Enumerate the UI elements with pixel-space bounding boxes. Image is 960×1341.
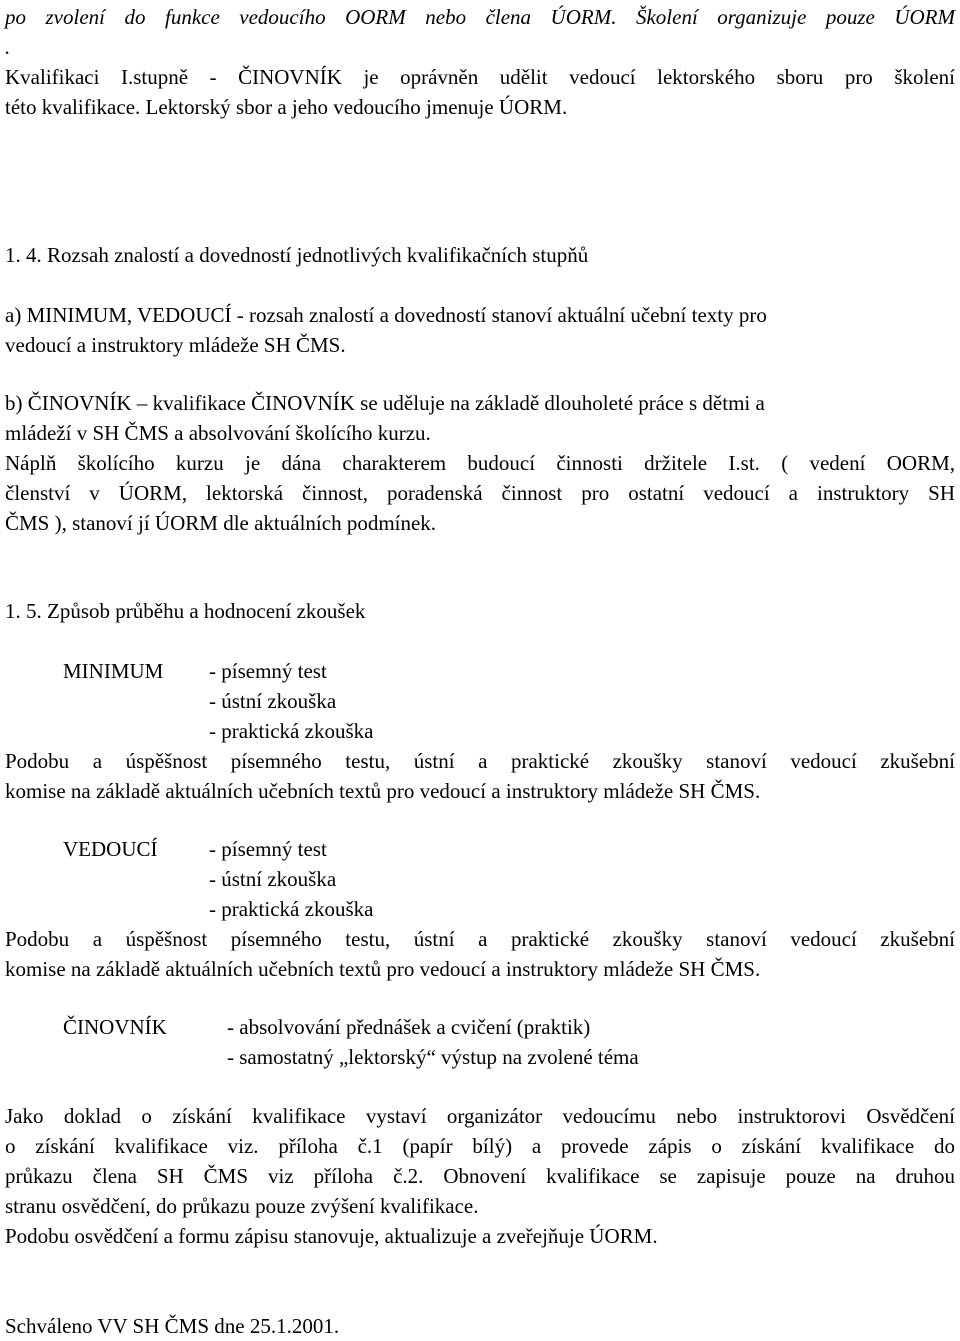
item-b-line-3: Náplň školícího kurzu je dána charakterem budoucí činnosti držitele I.st. ( vedení OORM, xyxy=(5,451,955,475)
minimum-note-line-1: Podobu a úspěšnost písemného testu, ústní a praktické zkoušky stanoví vedoucí zkušební xyxy=(5,749,955,773)
section-1-5-heading-text: 1. 5. Způsob průběhu a hodnocení zkoušek xyxy=(5,599,366,623)
vedouci-item-2: - ústní zkouška xyxy=(209,867,337,891)
section-1-4-item-a xyxy=(5,300,955,360)
vedouci-note-line-2: komise na základě aktuálních učebních textů pro vedoucí a instruktory mládeže SH ČMS. xyxy=(5,957,761,981)
approval-text: Schváleno VV SH ČMS dne 25.1.2001. xyxy=(5,1314,340,1338)
approval-footer xyxy=(5,1311,955,1341)
closing-line-3: průkazu člena SH ČMS viz příloha č.2. Obnovení kvalifikace se zapisuje pouze na druhou xyxy=(5,1164,955,1188)
cinovnik-item-2: - samostatný „lektorský“ výstup na zvolené téma xyxy=(227,1045,639,1069)
vedouci-item-1: - písemný test xyxy=(209,837,327,861)
intro-line-1: po zvolení do funkce vedoucího OORM nebo člena ÚORM. Školení organizuje pouze ÚORM xyxy=(5,5,955,29)
closing-line-1: Jako doklad o získání kvalifikace vystaví organizátor vedoucímu nebo instruktorovi Osvědčení xyxy=(5,1104,955,1128)
vedouci-label: VEDOUCÍ xyxy=(63,837,158,861)
section-1-5-heading xyxy=(5,596,955,626)
cinovnik-label: ČINOVNÍK xyxy=(63,1015,167,1039)
minimum-label: MINIMUM xyxy=(63,659,164,683)
section-1-4-item-b xyxy=(5,388,955,538)
minimum-note-line-2: komise na základě aktuálních učebních textů pro vedoucí a instruktory mládeže SH ČMS. xyxy=(5,779,761,803)
closing-paragraph xyxy=(5,1101,955,1251)
vedouci-item-3: - praktická zkouška xyxy=(209,897,374,921)
intro-line-2: . xyxy=(5,35,11,59)
item-a-line-1: a) MINIMUM, VEDOUCÍ - rozsah znalostí a dovedností stanoví aktuální učební texty pro xyxy=(5,303,767,327)
section-1-4-heading-text: 1. 4. Rozsah znalostí a dovedností jednotlivých kvalifikačních stupňů xyxy=(5,243,589,267)
intro-line-4: této kvalifikace. Lektorský sbor a jeho vedoucího jmenuje ÚORM. xyxy=(5,95,568,119)
item-b-line-4: členství v ÚORM, lektorská činnost, poradenská činnost pro ostatní vedoucí a instruktory SH xyxy=(5,481,955,505)
minimum-note xyxy=(5,746,955,806)
closing-line-4: stranu osvědčení, do průkazu pouze zvýšení kvalifikace. xyxy=(5,1194,479,1218)
item-b-line-1: b) ČINOVNÍK – kvalifikace ČINOVNÍK se uděluje na základě dlouholeté práce s dětmi a xyxy=(5,391,765,415)
cinovnik-item-1: - absolvování přednášek a cvičení (praktik) xyxy=(227,1015,591,1039)
item-b-line-5: ČMS ), stanoví jí ÚORM dle aktuálních podmínek. xyxy=(5,511,437,535)
closing-line-5: Podobu osvědčení a formu zápisu stanovuje, aktualizuje a zveřejňuje ÚORM. xyxy=(5,1224,658,1248)
item-b-line-2: mládeží v SH ČMS a absolvování školícího kurzu. xyxy=(5,421,431,445)
item-a-line-2: vedoucí a instruktory mládeže SH ČMS. xyxy=(5,333,346,357)
intro-line-3: Kvalifikaci I.stupně - ČINOVNÍK je oprávněn udělit vedoucí lektorského sboru pro školení xyxy=(5,65,955,89)
minimum-item-1: - písemný test xyxy=(209,659,327,683)
vedouci-note xyxy=(5,924,955,984)
closing-line-2: o získání kvalifikace viz. příloha č.1 (papír bílý) a provede zápis o získání kvalifikace do xyxy=(5,1134,955,1158)
vedouci-note-line-1: Podobu a úspěšnost písemného testu, ústní a praktické zkoušky stanoví vedoucí zkušební xyxy=(5,927,955,951)
minimum-item-3: - praktická zkouška xyxy=(209,719,374,743)
section-1-4-heading xyxy=(5,240,955,270)
minimum-item-2: - ústní zkouška xyxy=(209,689,337,713)
intro-paragraph xyxy=(5,2,955,122)
